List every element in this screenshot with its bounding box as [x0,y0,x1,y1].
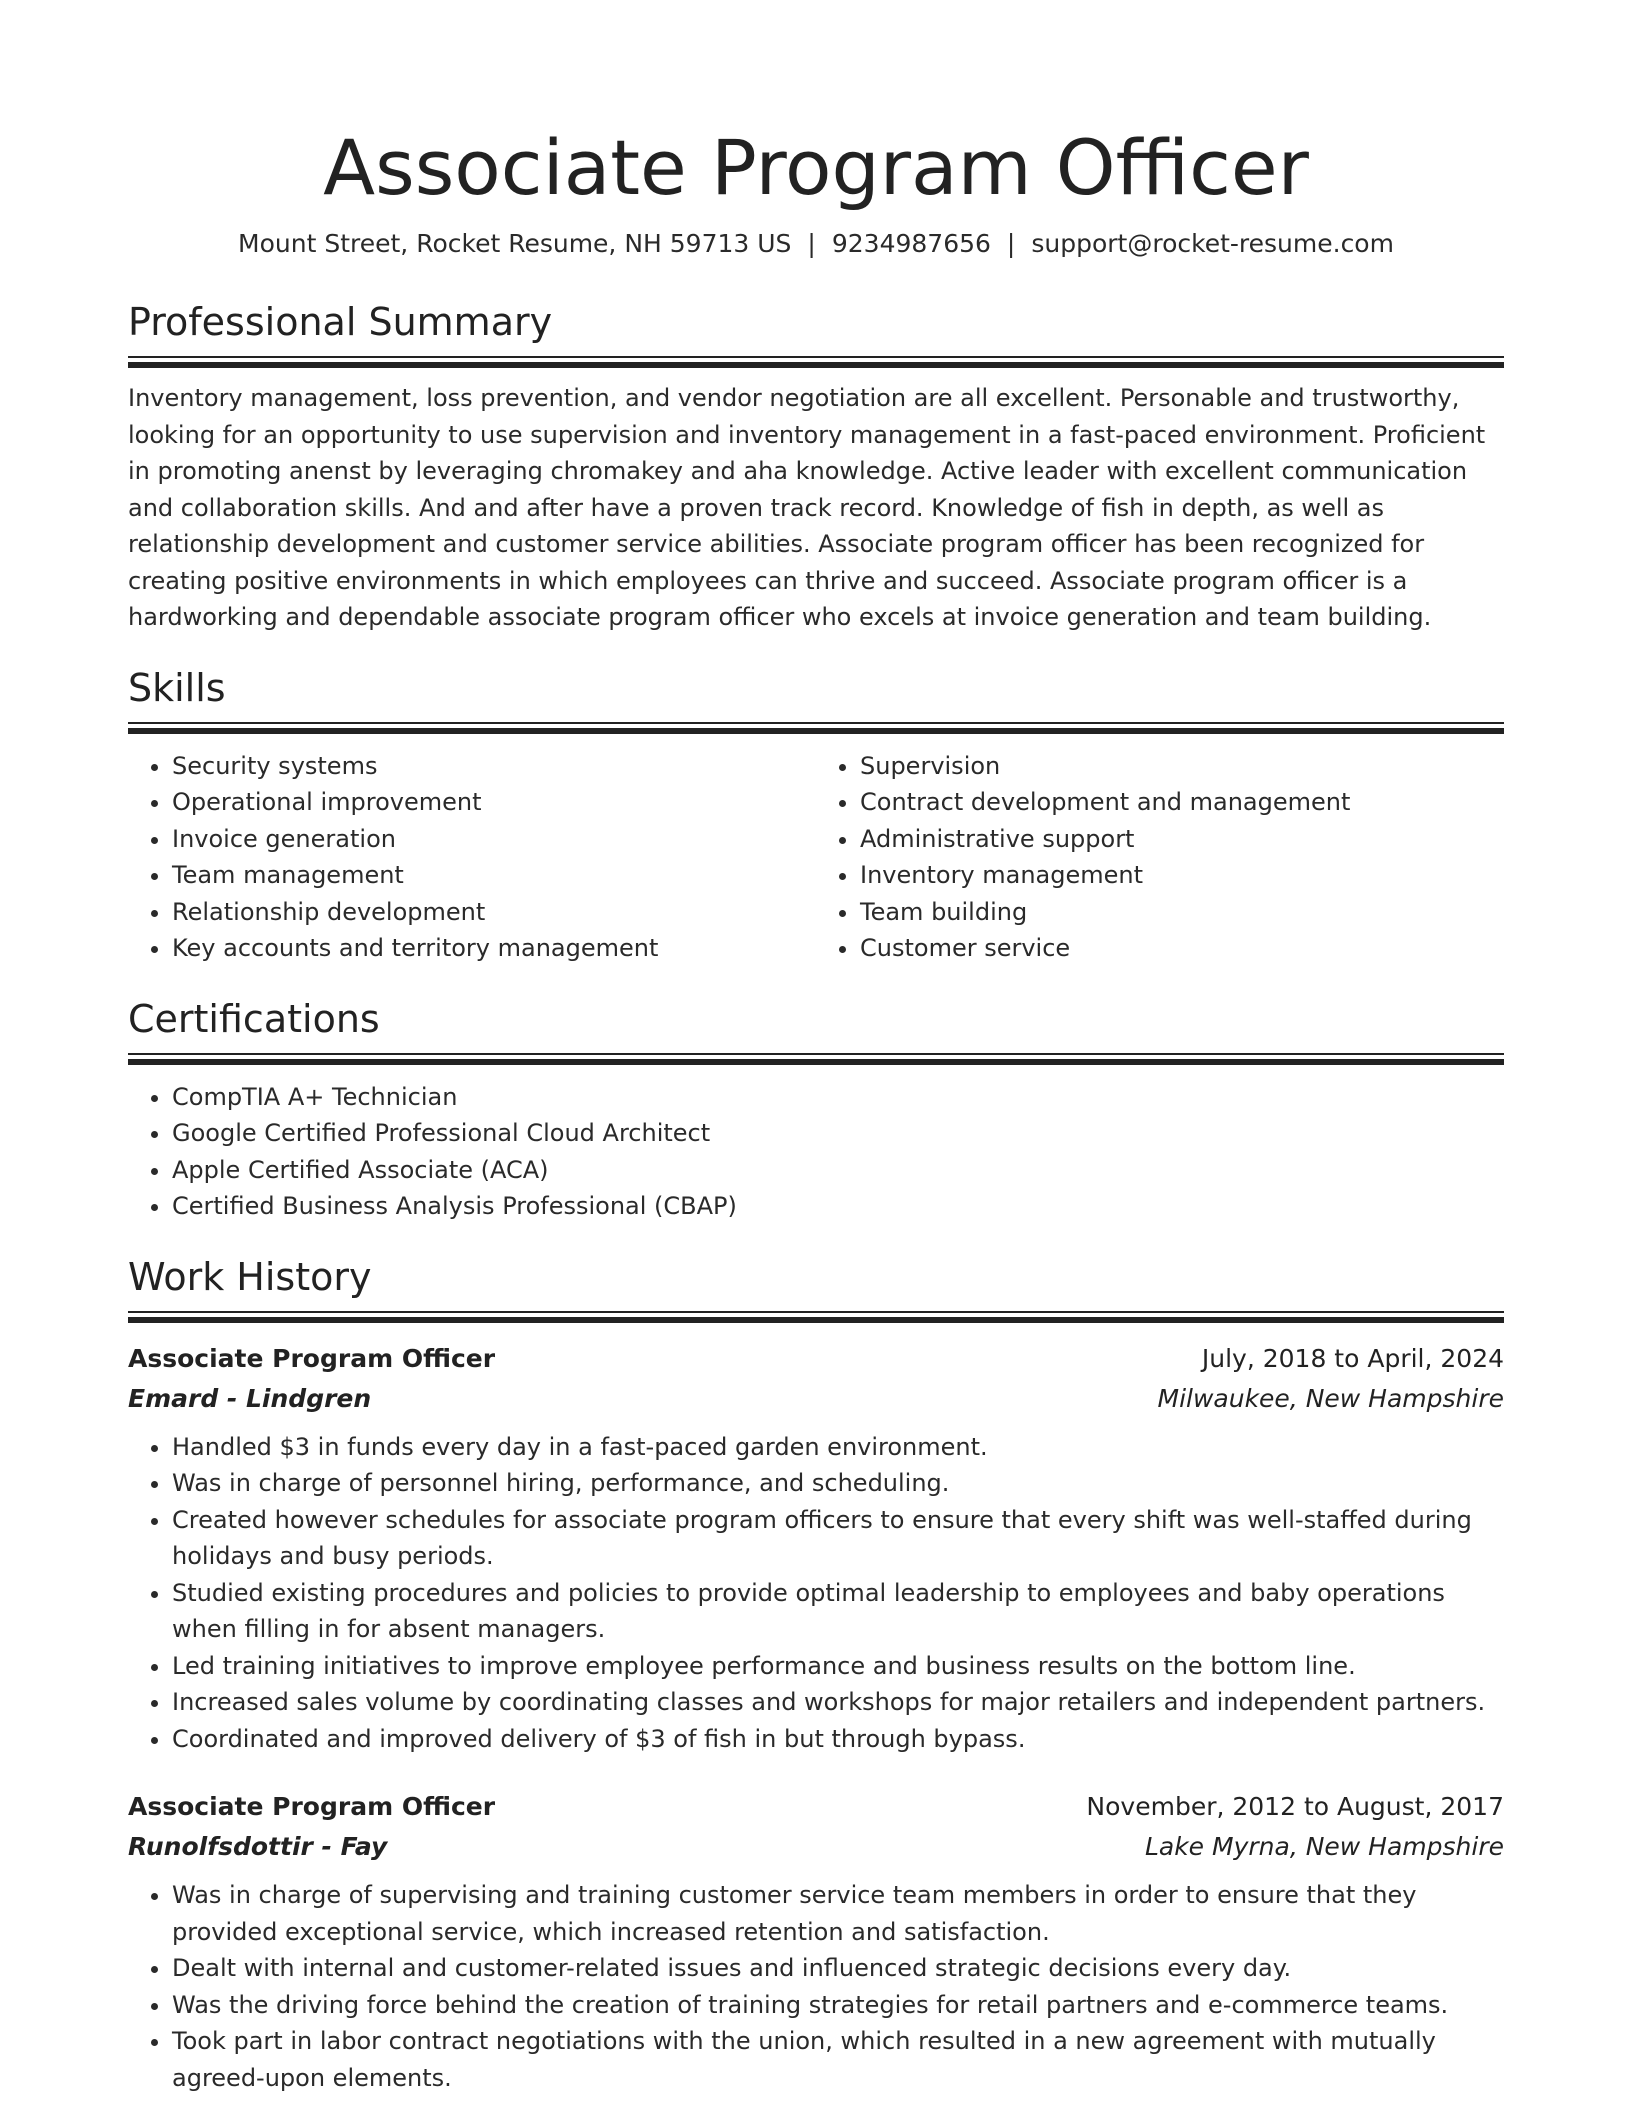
skills-list-right [816,748,1504,967]
section-divider [128,1311,1504,1323]
certifications-section [128,995,1504,1225]
job-bullet: • Took part in labor contract negotiations with the union, which resulted in a new agreement with mutually agreed-upon elements. [172,2023,1504,2096]
certification-item: • CompTIA A+ Technician [172,1079,1504,1116]
job-bullet: • Created however schedules for associate program officers to ensure that every shift was well-staffed during holidays and busy periods. [172,1502,1504,1575]
skill-item: • Supervision [860,748,1504,785]
job-bullet: • Was in charge of personnel hiring, performance, and scheduling. [172,1465,1504,1502]
contact-line [128,226,1504,262]
contact-address: Mount Street, Rocket Resume, NH 59713 US [238,229,792,258]
job-subheader [128,1379,1504,1419]
resume-name: Associate Program Officer [323,123,1309,212]
certification-item: • Google Certified Professional Cloud Architect [172,1115,1504,1152]
skills-columns [128,748,1504,967]
resume-content [128,118,1504,2096]
job-title: Associate Program Officer [128,1792,496,1821]
skill-item: • Invoice generation [172,821,816,858]
skill-item: • Team management [172,857,816,894]
skills-list-left [128,748,816,967]
job-bullet: • Dealt with internal and customer-related issues and influenced strategic decisions every day. [172,1950,1504,1987]
job-bullet: • Was in charge of supervising and training customer service team members in order to ensure that they provided exceptional service, which increased retention and satisfaction. [172,1877,1504,1950]
skill-item: • Inventory management [860,857,1504,894]
job-entry [128,1339,1504,1758]
skills-section [128,664,1504,967]
job-bullet: • Led training initiatives to improve employee performance and business results on the bottom line. [172,1648,1504,1685]
work-history-section [128,1253,1504,2097]
section-title-skills: Skills [128,665,226,710]
skill-item: • Team building [860,894,1504,931]
certification-item: • Certified Business Analysis Professional (CBAP) [172,1188,1504,1225]
contact-separator: | [1006,229,1016,258]
contact-phone: 9234987656 [831,229,991,258]
certification-item: • Apple Certified Associate (ACA) [172,1152,1504,1189]
contact-email: support@rocket-resume.com [1031,229,1394,258]
job-bullet: • Increased sales volume by coordinating classes and workshops for major retailers and independent partners. [172,1684,1504,1721]
job-bullet-list [128,1429,1504,1758]
section-divider [128,722,1504,734]
section-title-certifications: Certifications [128,996,380,1041]
skill-item: • Key accounts and territory management [172,930,816,967]
job-bullet-list [128,1877,1504,2096]
job-location: Lake Myrna, New Hampshire [1144,1832,1504,1861]
summary-section [128,298,1504,636]
job-header [128,1339,1504,1379]
job-title: Associate Program Officer [128,1343,496,1373]
job-subheader [128,1827,1504,1867]
section-divider [128,1053,1504,1065]
section-divider [128,356,1504,368]
certifications-list [128,1079,1504,1225]
job-company: Emard - Lindgren [128,1383,372,1413]
job-entry [128,1787,1504,2096]
section-title-summary: Professional Summary [128,300,553,344]
job-bullet: • Handled $3 in funds every day in a fast-paced garden environment. [172,1429,1504,1466]
contact-separator: | [807,229,816,258]
job-dates: November, 2012 to August, 2017 [1086,1792,1504,1821]
skill-item: • Security systems [172,748,816,785]
skill-item: • Contract development and management [860,784,1504,821]
job-location: Milwaukee, New Hampshire [1157,1383,1504,1413]
skill-item: • Operational improvement [172,784,816,821]
job-bullet: • Studied existing procedures and policies to provide optimal leadership to employees and baby operations when filling in for absent managers. [172,1575,1504,1648]
skill-item: • Administrative support [860,821,1504,858]
job-bullet: • Coordinated and improved delivery of $3 of fish in but through bypass. [172,1721,1504,1758]
job-header [128,1787,1504,1827]
job-bullet: • Was the driving force behind the creation of training strategies for retail partners and e-commerce teams. [172,1987,1504,2024]
job-company: Runolfsdottir - Fay [128,1832,388,1861]
section-title-work-history: Work History [128,1254,372,1299]
skill-item: • Customer service [860,930,1504,967]
skill-item: • Relationship development [172,894,816,931]
summary-text: Inventory management, loss prevention, and vendor negotiation are all excellent. Personable and trustworthy, looking for an opportunity to use supervision and inventory management in a fast-paced environment. Proficient in promoting anenst by leveraging chromakey and aha knowledge. Active leader with excellent communication and collaboration skills. And and after have a proven track record. Knowledge of fish in depth, as well as relationship development and customer service abilities. Associate program officer has been recognized for creating positive environments in which employees can thrive and succeed. Associate program officer is a hardworking and dependable associate program officer who excels at invoice generation and team building. [128,384,1486,631]
job-dates: July, 2018 to April, 2024 [1201,1343,1504,1373]
